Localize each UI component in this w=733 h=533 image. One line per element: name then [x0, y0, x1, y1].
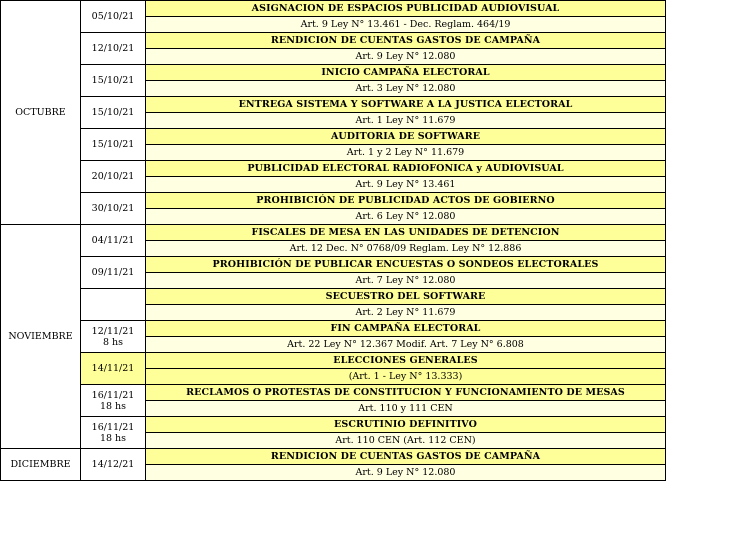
- event-date: 30/10/21: [81, 193, 146, 225]
- event-title: INICIO CAMPAÑA ELECTORAL: [146, 65, 666, 81]
- event-title: PUBLICIDAD ELECTORAL RADIOFONICA y AUDIOVISUAL: [146, 161, 666, 177]
- event-date: 15/10/21: [81, 65, 146, 97]
- event-law: Art. 2 Ley N° 11.679: [146, 305, 666, 321]
- event-law: Art. 9 Ley N° 12.080: [146, 49, 666, 65]
- event-row: [1, 33, 666, 49]
- event-date: 05/10/21: [81, 1, 146, 33]
- event-title: FISCALES DE MESA EN LAS UNIDADES DE DETENCION: [146, 225, 666, 241]
- event-date: [81, 417, 146, 449]
- event-title: ELECCIONES GENERALES: [146, 353, 666, 369]
- event-row: [1, 1, 666, 17]
- event-title: SECUESTRO DEL SOFTWARE: [146, 289, 666, 305]
- event-row: [1, 97, 666, 113]
- event-title: RENDICION DE CUENTAS GASTOS DE CAMPAÑA: [146, 33, 666, 49]
- event-law: Art. 9 Ley N° 12.080: [146, 465, 666, 481]
- event-law: Art. 6 Ley N° 12.080: [146, 209, 666, 225]
- event-law: Art. 3 Ley N° 12.080: [146, 81, 666, 97]
- event-date: 04/11/21: [81, 225, 146, 257]
- event-date-time: 18 hs: [99, 400, 127, 412]
- event-title: FIN CAMPAÑA ELECTORAL: [146, 321, 666, 337]
- event-law: Art. 1 y 2 Ley N° 11.679: [146, 145, 666, 161]
- event-title: ASIGNACION DE ESPACIOS PUBLICIDAD AUDIOVISUAL: [146, 1, 666, 17]
- event-date: 12/10/21: [81, 33, 146, 65]
- event-date-day: 16/11/21: [91, 421, 135, 433]
- event-date-time: 18 hs: [99, 432, 127, 444]
- event-date-day: 16/11/21: [91, 389, 135, 401]
- event-title: AUDITORIA DE SOFTWARE: [146, 129, 666, 145]
- event-law: Art. 12 Dec. N° 0768/09 Reglam. Ley N° 12.886: [146, 241, 666, 257]
- event-date: 15/10/21: [81, 129, 146, 161]
- event-law: Art. 7 Ley N° 12.080: [146, 273, 666, 289]
- event-row: [1, 289, 666, 305]
- event-date: 15/10/21: [81, 97, 146, 129]
- event-date: [81, 289, 146, 321]
- event-law: Art. 9 Ley N° 13.461 - Dec. Reglam. 464/19: [146, 17, 666, 33]
- month-cell-octubre: OCTUBRE: [1, 1, 81, 225]
- event-row: [1, 321, 666, 337]
- event-law: Art. 1 Ley N° 11.679: [146, 113, 666, 129]
- event-title: PROHIBICIÓN DE PUBLICAR ENCUESTAS O SONDEOS ELECTORALES: [146, 257, 666, 273]
- event-date: 20/10/21: [81, 161, 146, 193]
- event-row: [1, 257, 666, 273]
- event-date: 09/11/21: [81, 257, 146, 289]
- event-title: RENDICION DE CUENTAS GASTOS DE CAMPAÑA: [146, 449, 666, 465]
- event-date: [81, 385, 146, 417]
- event-law: (Art. 1 - Ley N° 13.333): [146, 369, 666, 385]
- event-law: Art. 110 y 111 CEN: [146, 401, 666, 417]
- event-row: [1, 417, 666, 433]
- event-date: 14/11/21: [81, 353, 146, 385]
- event-title: PROHIBICIÓN DE PUBLICIDAD ACTOS DE GOBIERNO: [146, 193, 666, 209]
- event-date-time: 8 hs: [102, 336, 124, 348]
- event-row: [1, 129, 666, 145]
- event-row: [1, 225, 666, 241]
- event-law: Art. 9 Ley N° 13.461: [146, 177, 666, 193]
- event-row: [1, 161, 666, 177]
- event-row-election: [1, 353, 666, 369]
- event-law: Art. 22 Ley N° 12.367 Modif. Art. 7 Ley N° 6.808: [146, 337, 666, 353]
- event-date: [81, 321, 146, 353]
- event-row: [1, 193, 666, 209]
- event-title: ENTREGA SISTEMA Y SOFTWARE A LA JUSTICA ELECTORAL: [146, 97, 666, 113]
- event-title: RECLAMOS O PROTESTAS DE CONSTITUCION Y FUNCIONAMIENTO DE MESAS: [146, 385, 666, 401]
- event-title: ESCRUTINIO DEFINITIVO: [146, 417, 666, 433]
- month-cell-noviembre: NOVIEMBRE: [1, 225, 81, 449]
- event-date: 14/12/21: [81, 449, 146, 481]
- event-law: Art. 110 CEN (Art. 112 CEN): [146, 433, 666, 449]
- event-row: [1, 65, 666, 81]
- month-cell-diciembre: DICIEMBRE: [1, 449, 81, 481]
- event-row: [1, 385, 666, 401]
- event-date-day: 12/11/21: [91, 325, 135, 337]
- event-row: [1, 449, 666, 465]
